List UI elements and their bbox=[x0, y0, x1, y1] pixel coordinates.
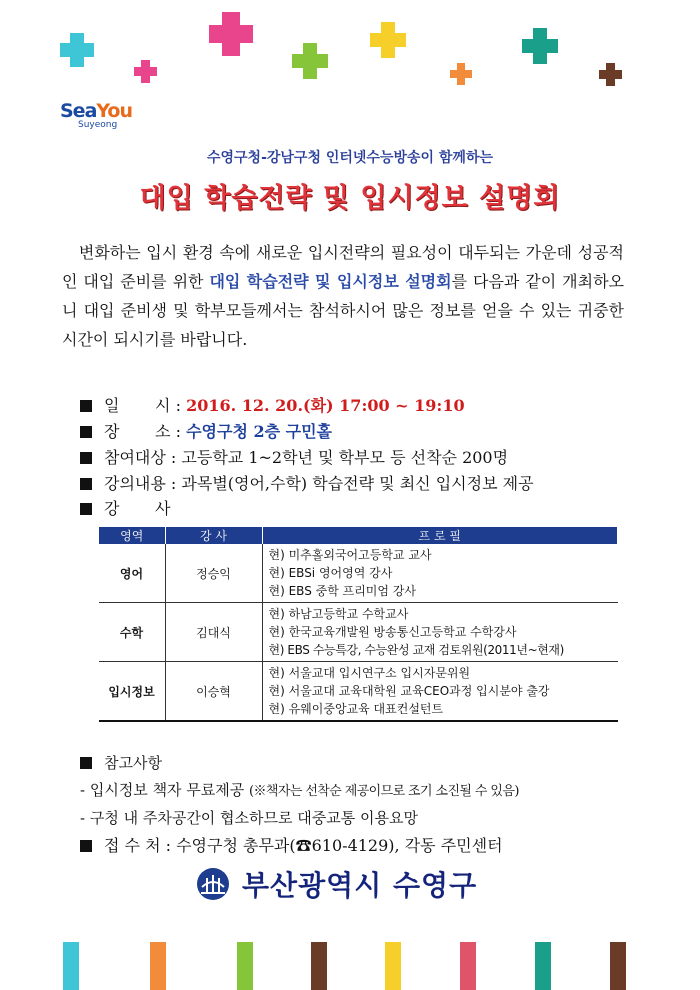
bar-red bbox=[460, 942, 476, 990]
area-cell: 수학 bbox=[99, 603, 166, 662]
bullet-square-icon bbox=[80, 503, 92, 515]
logo-wordmark-sea: Sea bbox=[60, 100, 97, 122]
profile-line: 현) 서울교대 교육대학원 교육CEO과정 입시분야 출강 bbox=[268, 684, 550, 698]
intro-text-2: 를 다음과 같이 개최하오니 대입 준비생 및 학부모들께서는 참석하시어 많은 정보를 얻을 수 있는 귀중한 시간이 되시기를 바랍니다. bbox=[62, 272, 624, 349]
profile-cell bbox=[262, 544, 618, 603]
info-place bbox=[80, 420, 640, 444]
top-cross-decorations bbox=[60, 12, 622, 86]
profile-line: 현) EBS 수능특강, 수능완성 교재 검토위원(2011년~현재) bbox=[268, 643, 564, 657]
column-header: 영역 bbox=[99, 527, 166, 544]
table-row bbox=[99, 603, 618, 662]
bar-yellow bbox=[385, 942, 401, 990]
profile-cell bbox=[262, 603, 618, 662]
suyeong-emblem-icon bbox=[196, 867, 230, 901]
notes-item-note: (※책자는 선착순 제공이므로 조기 소진될 수 있음) bbox=[249, 784, 519, 799]
notes-item: - 구청 내 주차공간이 협소하므로 대중교통 이용요망 bbox=[80, 809, 418, 827]
bullet-square-icon bbox=[80, 840, 92, 852]
cross-green bbox=[292, 43, 328, 79]
column-header: 강 사 bbox=[165, 527, 262, 544]
profile-line: 현) 유웨이중앙교육 대표컨설턴트 bbox=[268, 702, 444, 716]
intro-text-1: 변화하는 입시 환경 속에 새로운 입시전략의 필요성이 대두되는 가운데 성공적인 대입 준비를 위한 bbox=[62, 243, 624, 291]
notes-item bbox=[80, 777, 660, 805]
notes-item-text: - 입시정보 책자 무료제공 bbox=[80, 781, 250, 799]
lecturer-table bbox=[98, 527, 618, 722]
bar-cyan bbox=[63, 942, 79, 990]
area-cell: 입시정보 bbox=[99, 662, 166, 722]
registration-text: 접 수 처 : 수영구청 총무과(☎610-4129), 각동 주민센터 bbox=[104, 836, 503, 855]
bullet-square-icon bbox=[80, 400, 92, 412]
cross-cyan bbox=[60, 33, 94, 67]
table-header-row bbox=[99, 527, 618, 544]
bar-orange bbox=[150, 942, 166, 990]
bar-green bbox=[237, 942, 253, 990]
page-subtitle: 수영구청-강남구청 인터넷수능방송이 함께하는 bbox=[206, 150, 494, 166]
intro-highlight: 대입 학습전략 및 입시정보 설명회 bbox=[209, 272, 452, 291]
profile-line: 현) 미추홀외국어고등학교 교사 bbox=[268, 548, 432, 562]
content-value: 과목별(영어,수학) 학습전략 및 최신 입시정보 제공 bbox=[181, 474, 534, 493]
info-target bbox=[80, 446, 640, 470]
logo-sub: Suyeong bbox=[78, 120, 118, 130]
profile-line: 현) 서울교대 입시연구소 입시자문위원 bbox=[268, 666, 471, 680]
profile-line: 현) EBSi 영어영역 강사 bbox=[268, 566, 393, 580]
info-lecturer bbox=[80, 497, 640, 521]
column-header: 프 로 필 bbox=[262, 527, 618, 544]
bullet-square-icon bbox=[80, 757, 92, 769]
info-content bbox=[80, 472, 640, 496]
profile-line: 현) EBS 중학 프리미엄 강사 bbox=[268, 584, 416, 598]
registration-line bbox=[80, 833, 503, 856]
bar-brown bbox=[311, 942, 327, 990]
target-label: 참여대상 : bbox=[104, 448, 177, 467]
profile-line: 현) 한국교육개발원 방송통신고등학교 수학강사 bbox=[268, 625, 517, 639]
place-label: 장 소 : bbox=[104, 422, 181, 441]
area-cell: 영어 bbox=[99, 544, 166, 603]
cross-teal bbox=[522, 28, 558, 64]
logo-wordmark bbox=[60, 100, 130, 122]
bar-teal bbox=[535, 942, 551, 990]
cross-orange-small bbox=[450, 63, 472, 85]
date-label: 일 시 : bbox=[104, 396, 181, 415]
name-cell: 김대식 bbox=[165, 603, 262, 662]
target-value: 고등학교 1~2학년 및 학부모 등 선착순 200명 bbox=[181, 448, 509, 467]
table-row bbox=[99, 662, 618, 722]
page-title: 대입 학습전략 및 입시정보 설명회 bbox=[139, 183, 561, 214]
cross-brown-small bbox=[599, 63, 622, 86]
place-value: 수영구청 2층 구민홀 bbox=[186, 422, 333, 441]
name-cell: 정승익 bbox=[165, 544, 262, 603]
bar-dark-brown bbox=[610, 942, 626, 990]
table-row bbox=[99, 544, 618, 603]
cross-yellow bbox=[370, 22, 406, 58]
logo-wordmark-you: You bbox=[96, 100, 132, 122]
profile-line: 현) 하남고등학교 수학교사 bbox=[268, 607, 409, 621]
bullet-square-icon bbox=[80, 452, 92, 464]
footer-text: 부산광역시 수영구 bbox=[242, 869, 478, 902]
notes-section bbox=[80, 750, 660, 832]
notes-title-line bbox=[80, 750, 660, 777]
intro-paragraph bbox=[62, 238, 624, 354]
info-date bbox=[80, 394, 640, 418]
bullet-square-icon bbox=[80, 478, 92, 490]
date-value: 2016. 12. 20.(화) 17:00 ~ 19:10 bbox=[186, 396, 465, 415]
cross-magenta bbox=[209, 12, 253, 56]
profile-cell bbox=[262, 662, 618, 722]
cross-magenta-small bbox=[134, 60, 157, 83]
bottom-bar-decorations bbox=[63, 942, 626, 990]
name-cell: 이승혁 bbox=[165, 662, 262, 722]
lecturer-label: 강 사 bbox=[104, 499, 171, 518]
seayou-logo bbox=[60, 100, 130, 140]
bullet-square-icon bbox=[80, 426, 92, 438]
footer-brand bbox=[196, 864, 477, 904]
notes-title: 참고사항 bbox=[104, 754, 162, 772]
content-label: 강의내용 : bbox=[104, 474, 177, 493]
